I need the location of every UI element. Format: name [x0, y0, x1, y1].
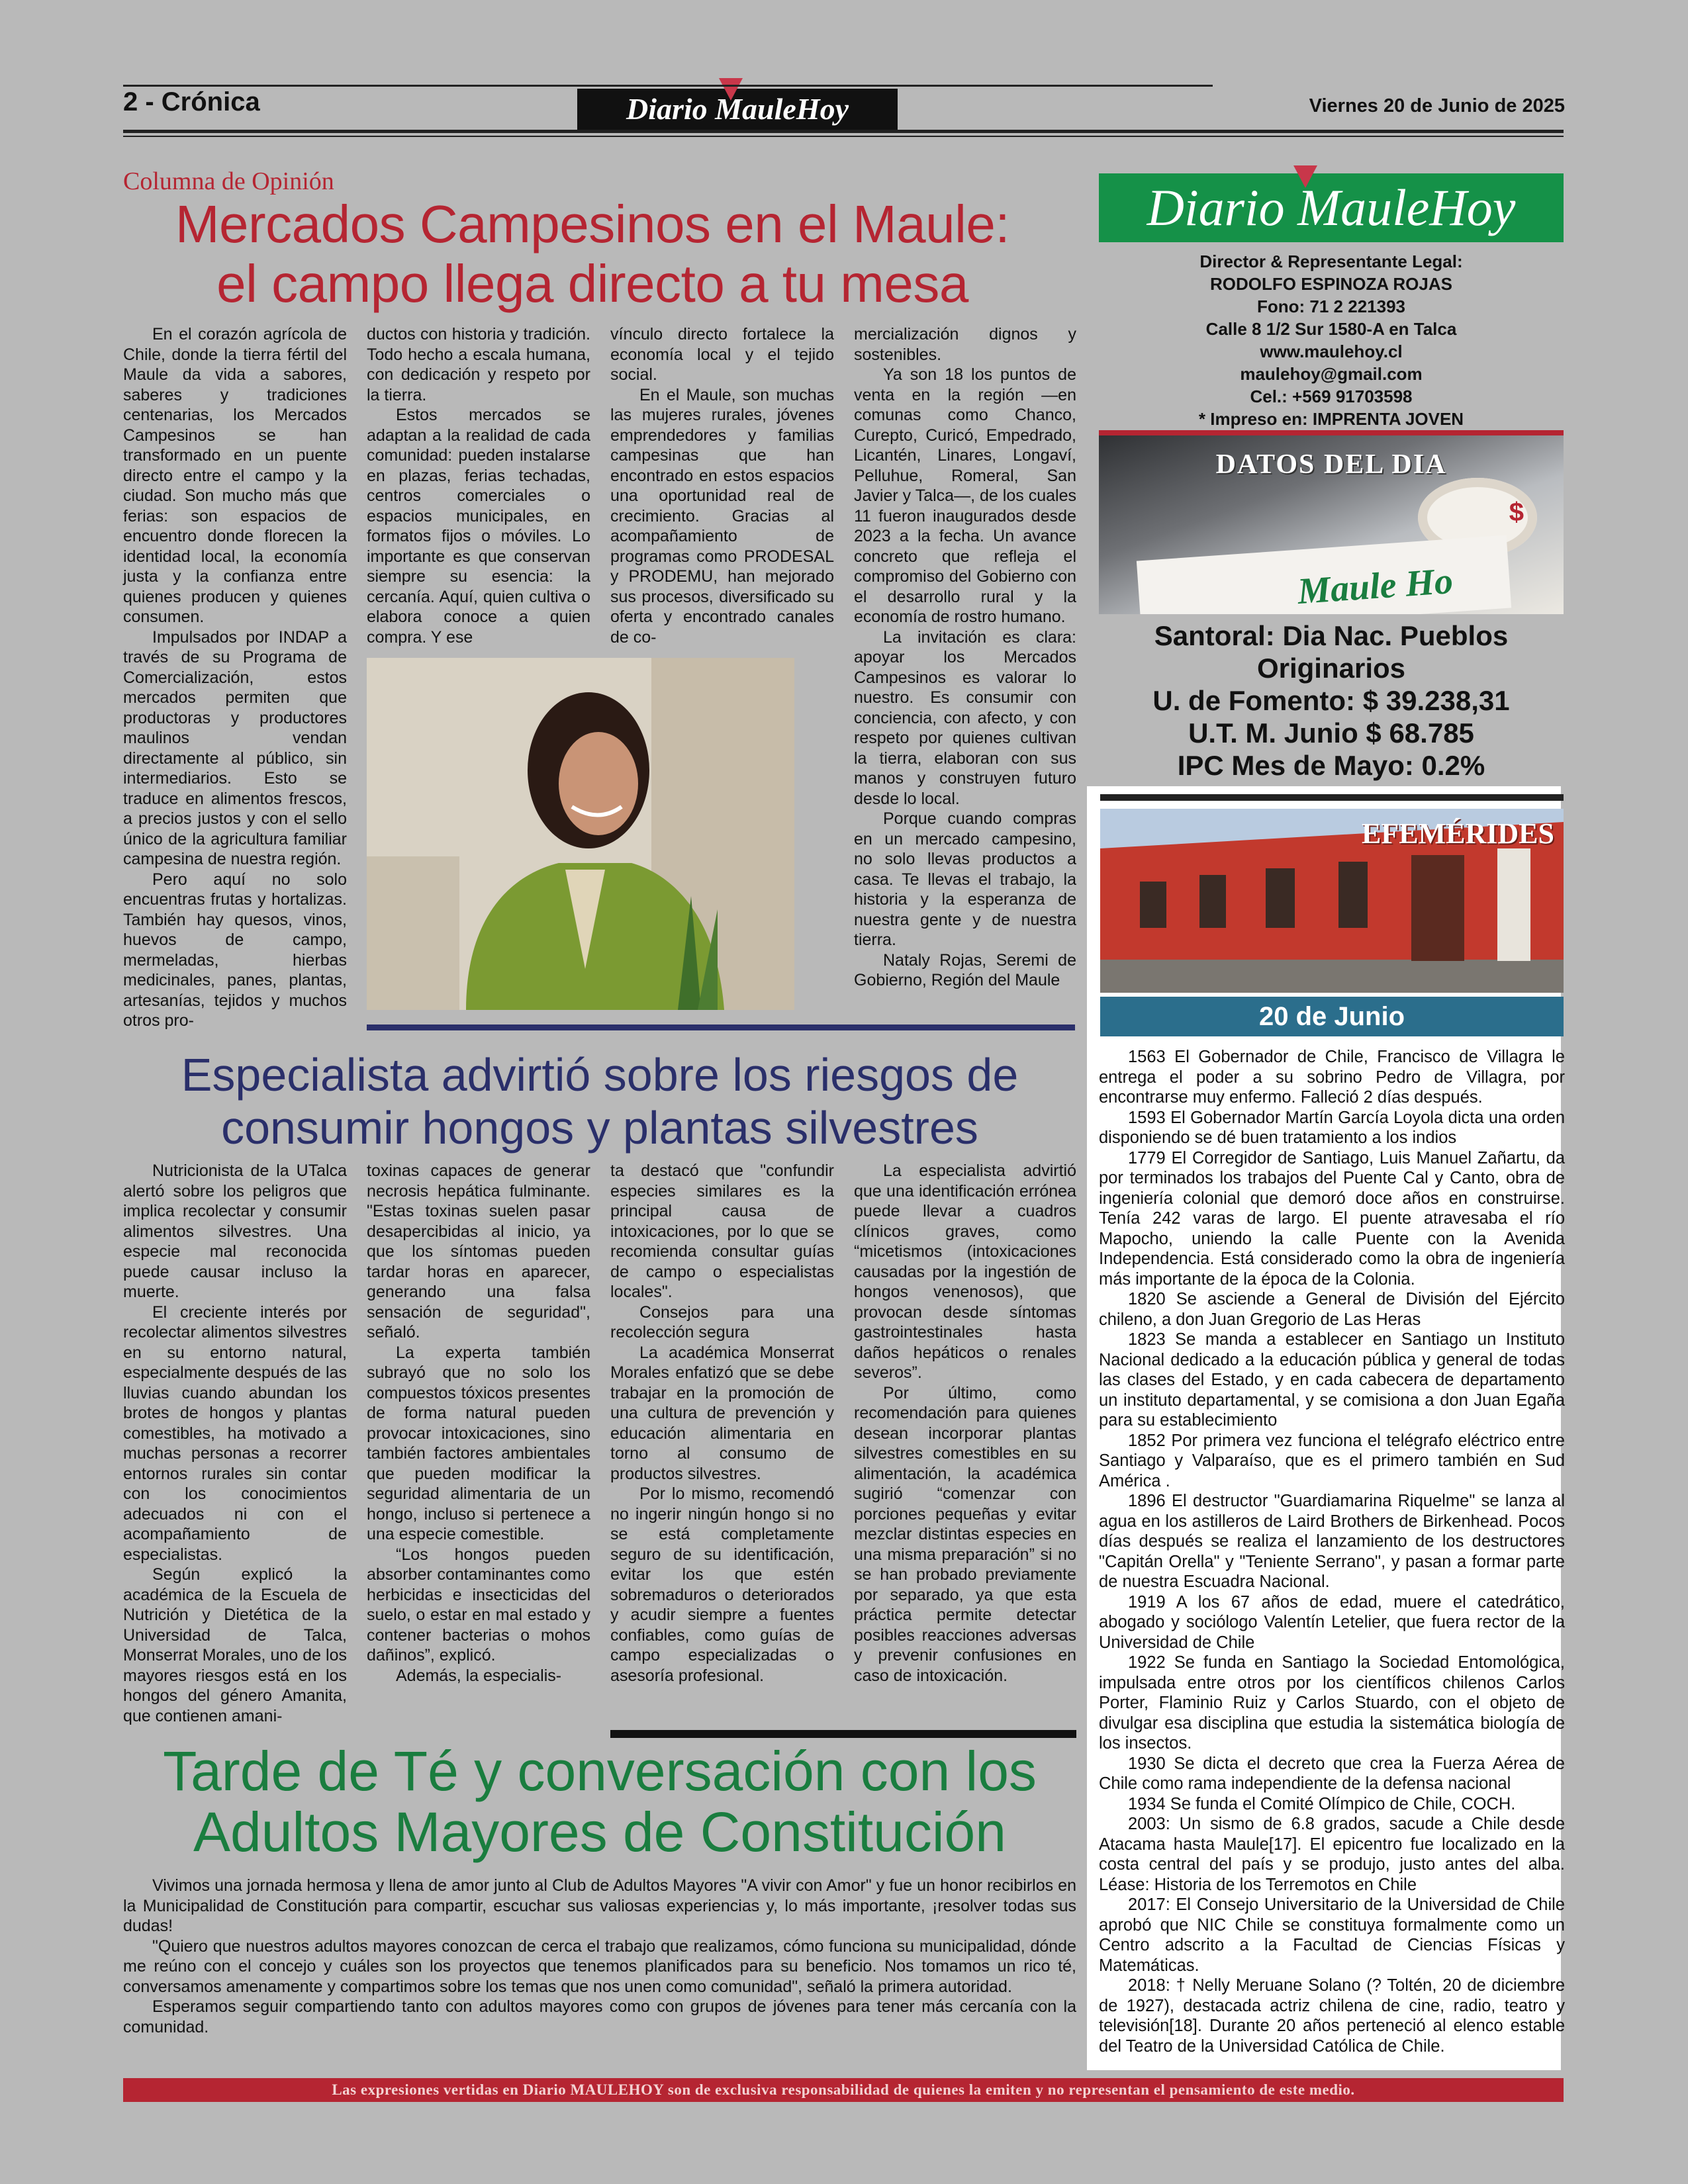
paragraph: La académica Monserrat Morales enfatizó que se debe trabajar en la promoción de una cultura de prevención y educación alimentaria en torno al consumo de productos silvestres.	[610, 1343, 834, 1483]
woman-portrait-image	[367, 658, 794, 1010]
article2-title	[123, 1048, 1076, 1154]
article1-column-4	[854, 324, 1076, 991]
efemerides-image	[1100, 809, 1564, 993]
subheading: Consejos para una recolección segura	[610, 1302, 834, 1342]
paragraph: La especialista advirtió que una identificación errónea puede llevar a cuadros clínicos graves, como “micetismos (intoxicaciones causadas por la ingestión de hongos venenosos), que provocan desde síntomas gastrointestinales hasta daños hepáticos o renales severos”.	[854, 1161, 1076, 1382]
list-item: 2018: † Nelly Meruane Solano (? Toltén, 20 de diciembre de 1927), destacada actriz chilena de cine, radio, teatro y televisión[18]. Durante 20 años perteneció al elenco estable del Teatro de la Universidad Católica de Chile.	[1099, 1976, 1565, 2056]
email-link[interactable]: maulehoy@gmail.com	[1240, 364, 1423, 384]
list-item: 1823 Se manda a establecer en Santiago un Instituto Nacional dedicado a la educación pública y general de todas las clases del Estado, y en cada cabecera de departamento un instituto departamental, y se comisiona a don Juan Egaña para su establecimiento	[1099, 1330, 1565, 1430]
list-item: 1779 El Corregidor de Santiago, Luis Manuel Zañartu, da por terminados los trabajos del Puente Cal y Canto, obra de ingeniería colonial que demoró doce años en construirse. Tenía 242 varas de largo. El puente atravesaba el río Mapocho, uniendo la calle Puente con la Avenida Independencia. Está considerado como la obra de ingeniería más importante de la época de la Colonia.	[1099, 1148, 1565, 1289]
paragraph: Nutricionista de la UTalca alertó sobre los peligros que implica recolectar y consumir alimentos silvestres. Una especie mal reconocida puede causar incluso la muerte.	[123, 1161, 347, 1301]
paragraph: La experta también subrayó que no solo los compuestos tóxicos presentes de forma natural pueden provocar intoxicaciones, sino también factores ambientales que pueden modificar la seguridad alimentaria de un hongo, incluso si pertenece a una especie comestible.	[367, 1343, 590, 1543]
paragraph: ta destacó que "confundir especies similares es la principal causa de intoxicaciones, por lo que se recomienda consultar guías de campo o especialistas locales".	[610, 1161, 834, 1301]
header-top-rule	[123, 85, 1213, 87]
paragraph: Ya son 18 los puntos de venta en la región —en comunas como Chanco, Curepto, Curicó, Empedrado, Licantén, Linares, Longaví, Pelluhue, Romeral, San Javier y Talca—, de los cuales 11 fueron inaugurados desde 2023 a la fecha. Un avance concreto que refleja el compromiso del Gobierno con el desarrollo rural y la economía de rostro humano.	[854, 365, 1076, 626]
article1-photo	[367, 658, 794, 1010]
paragraph: Estos mercados se adaptan a la realidad de cada comunidad: pueden instalarse en plazas, ferias techadas, centros comerciales o espacios municipales, en formatos fijos o móviles. Lo importante es que conservan siempre su esencia: la cercanía. Aquí, quien cultiva o elabora conoce a quien compra. Y ese	[367, 406, 590, 647]
paragraph: Además, la especialis-	[396, 1666, 562, 1685]
director-name: RODOLFO ESPINOZA ROJAS	[1210, 274, 1452, 294]
issue-date: Viernes 20 de Junio de 2025	[1309, 95, 1565, 116]
printer: * Impreso en: IMPRENTA JOVEN	[1198, 409, 1464, 429]
masthead-logo: Diario MauleHoy	[1099, 173, 1564, 242]
article2-column-3	[610, 1161, 834, 1686]
header-rule-thin	[123, 136, 1564, 137]
address: Calle 8 1/2 Sur 1580-A en Talca	[1205, 319, 1457, 339]
article3-title-line2: Adultos Mayores de Constitución	[193, 1801, 1006, 1863]
paragraph: toxinas capaces de generar necrosis hepática fulminante. "Estas toxinas suelen pasar desapercibidas al inicio, ya que los síntomas pueden tardar horas en aparecer, generando una falsa sensación de seguridad", señaló.	[367, 1161, 590, 1342]
paragraph: Pero aquí no solo encuentras frutas y hortalizas. También hay quesos, vinos, huevos de campo, mermeladas, hierbas medicinales, panes, plantas, artesanías, tejidos y muchos otros pro-	[123, 870, 347, 1030]
efemerides-date: 20 de Junio	[1100, 997, 1564, 1036]
paragraph: “Los hongos pueden absorber contaminantes como herbicidas e insecticidas del suelo, o estar en mal estado y contener bacterias o mohos dañinos”, explicó.	[367, 1545, 590, 1664]
paragraph: vínculo directo fortalece la economía local y el tejido social.	[610, 325, 834, 384]
article1-title-line1: Mercados Campesinos en el Maule:	[175, 195, 1010, 253]
header-logo: Diario MauleHoy	[577, 89, 898, 130]
paragraph: En el Maule, son muchas las mujeres rurales, jóvenes emprendedores y familias campesinas que han encontrado en estos espacios una oportunidad real de crecimiento. Gracias al acompañamiento de programas como PRODESAL y PRODEMU, han mejorado sus procesos, diversificado su oferta y encontrado canales de co-	[610, 385, 834, 647]
list-item: 1593 El Gobernador Martín García Loyola dicta una orden disponiendo se dé buen tratamiento a los indios	[1099, 1108, 1565, 1147]
article1-title-line2: el campo llega directo a tu mesa	[216, 254, 968, 313]
logo-accent-icon	[1293, 165, 1317, 188]
article1-column-1	[123, 324, 347, 1031]
paragraph: "Quiero que nuestros adultos mayores conozcan de cerca el trabajo que realizamos, cómo funciona su municipalidad, dónde me reúno con el concejo y cuáles son los proyectos que tenemos planificados para su beneficio. Nos tomamos un rico té, conversamos amenamente y compartimos sobre los temas que nos unen como comunidad", señaló la primera autoridad.	[123, 1936, 1076, 1996]
article3-title	[123, 1741, 1076, 1862]
logo-accent-icon	[719, 78, 743, 101]
list-item: 1852 Por primera vez funciona el telégrafo eléctrico entre Santiago y Valparaíso, que es el primero también en Sud América .	[1099, 1431, 1565, 1490]
efemerides-top-rule	[1100, 794, 1564, 801]
paragraph: El creciente interés por recolectar alimentos silvestres en su entorno natural, especialmente después de las lluvias cuando abundan los brotes de hongos y plantas comestibles, ha motivado a muchas personas a recorrer entornos rurales sin contar con los conocimientos adecuados ni con el acompañamiento de especialistas.	[123, 1302, 347, 1564]
header-rule	[123, 130, 1564, 133]
paragraph: Vivimos una jornada hermosa y llena de amor junto al Club de Adultos Mayores "A vivir con Amor" y fue un honor recibirlos en la Municipalidad de Constitución para compartir, escuchar sus valiosas experiencias y, lo más importante, ¡resolver todas sus dudas!	[123, 1876, 1076, 1935]
section-label: Columna de Opinión	[123, 167, 334, 195]
utm-value: U.T. M. Junio $ 68.785	[1188, 717, 1474, 749]
list-item: 2003: Un sismo de 6.8 grados, sacude a Chile desde Atacama hasta Maule[17]. El epicentro fue localizado en la costa central del país y se produjo, justo antes del alba. Léase: Historia de los Terremotos en Chile	[1099, 1815, 1565, 1894]
masthead-contact	[1099, 250, 1564, 430]
ipc-value: IPC Mes de Mayo: 0.2%	[1177, 750, 1485, 781]
paragraph: Impulsados por INDAP a través de su Programa de Comercialización, estos mercados permiten que productoras y productores maulinos vendan directamente al público, sin intermediarios. Esto se traduce en alimentos frescos, a precios justos y con el sello único de la agricultura familiar campesina de nuestra región.	[123, 627, 347, 868]
footer-disclaimer: Las expresiones vertidas en Diario MAULEHOY son de exclusiva responsabilidad de quienes la emiten y no representan el pensamiento de este medio.	[123, 2078, 1564, 2102]
paragraph: La invitación es clara: apoyar los Mercados Campesinos es valorar lo nuestro. Es consumir con conciencia, con afecto, y con respeto por quienes cultivan la tierra, elaboran con sus manos y construyen futuro desde lo local.	[854, 627, 1076, 808]
list-item: 1563 El Gobernador de Chile, Francisco de Villagra le entrega el poder a su sobrino Pedro de Villagra, por encontrarse muy enfermo. Falleció 2 días después.	[1099, 1048, 1565, 1107]
list-item: 2017: El Consejo Universitario de la Universidad de Chile aprobó que NIC Chile se constituya formalmente como un Centro adscrito a la Facultad de Ciencias Físicas y Matemáticas.	[1099, 1895, 1565, 1975]
article3-title-line1: Tarde de Té y conversación con los	[163, 1740, 1037, 1802]
article2-column-2	[367, 1161, 590, 1686]
article1-column-2	[367, 324, 590, 647]
datos-banner-title: DATOS DEL DIA	[1215, 449, 1447, 480]
article3-body	[123, 1876, 1076, 2037]
website-link[interactable]: www.maulehoy.cl	[1260, 341, 1403, 361]
section-divider	[367, 1024, 1075, 1030]
paragraph: Esperamos seguir compartiendo tanto con adultos mayores como con grupos de jóvenes para tener más cercanía con la comunidad.	[123, 1997, 1076, 2036]
list-item: 1919 A los 67 años de edad, muere el catedrático, abogado y sociólogo Valentín Letelier, que fuera rector de la Universidad de Chile	[1099, 1592, 1565, 1652]
newspaper-logo-image: Maule Ho	[1296, 560, 1454, 613]
daily-indicators	[1099, 619, 1564, 782]
paragraph: Según explicó la académica de la Escuela de Nutrición y Dietética de la Universidad de Talca, Monserrat Morales, uno de los mayores riesgos está en los hongos del género Amanita, que contienen amani-	[123, 1565, 347, 1725]
phone: Fono: 71 2 221393	[1257, 296, 1405, 316]
paragraph: En el corazón agrícola de Chile, donde la tierra fértil del Maule da vida a sabores, saberes y tradiciones centenarias, los Mercados Campesinos se han transformado en un puente directo entre el campo y la ciudad. Son mucho más que ferias: son espacios de encuentro donde florecen la identidad local, la economía justa y la confianza entre quienes producen y quienes consumen.	[123, 325, 347, 626]
article2-title-line1: Especialista advirtió sobre los riesgos de	[181, 1049, 1019, 1101]
datos-del-dia-banner	[1099, 435, 1564, 614]
article1-title	[99, 195, 1086, 314]
santoral: Santoral: Dia Nac. Pueblos Originarios	[1154, 620, 1509, 684]
cellphone: Cel.: +569 91703598	[1250, 387, 1413, 406]
paragraph: mercialización dignos y sostenibles.	[854, 325, 1076, 364]
section-divider	[610, 1730, 1076, 1738]
paragraph: Por lo mismo, recomendó no ingerir ningún hongo si no se está completamente seguro de su identificación, evitar los que estén sobremaduros o deteriorados y acudir siempre a fuentes confiables, como guías de campo especializadas o asesoría profesional.	[610, 1484, 834, 1685]
list-item: 1934 Se funda el Comité Olímpico de Chile, COCH.	[1128, 1794, 1516, 1813]
list-item: 1930 Se dicta el decreto que crea la Fuerza Aérea de Chile como rama independiente de la defensa nacional	[1099, 1754, 1565, 1793]
efemerides-title: EFEMÉRIDES	[1362, 817, 1554, 850]
uf-value: U. de Fomento: $ 39.238,31	[1152, 685, 1510, 716]
article2-column-4	[854, 1161, 1076, 1686]
article2-column-1	[123, 1161, 347, 1726]
dollar-icon: $	[1509, 498, 1524, 527]
director-label: Director & Representante Legal:	[1199, 251, 1463, 271]
efemerides-list	[1099, 1047, 1565, 2056]
paragraph: ductos con historia y tradición. Todo hecho a escala humana, con dedicación y respeto por la tierra.	[367, 325, 590, 404]
article2-title-line2: consumir hongos y plantas silvestres	[221, 1102, 978, 1154]
page-section-number: 2 - Crónica	[123, 87, 260, 116]
list-item: 1820 Se asciende a General de División del Ejército chileno, a don Juan Gregorio de Las Heras	[1099, 1290, 1565, 1329]
paragraph: Porque cuando compras en un mercado campesino, no solo llevas productos a casa. Te llevas el trabajo, la historia y la esperanza de nuestra gente y de nuestra tierra.	[854, 809, 1076, 949]
list-item: 1922 Se funda en Santiago la Sociedad Entomológica, impulsada entre otros por los científicos chilenos Carlos Porter, Flaminio Ruiz y Carlos Stuardo, con el objeto de divulgar esa disciplina que estudia la sistemática biología de los insectos.	[1099, 1653, 1565, 1752]
article1-column-3	[610, 324, 834, 647]
list-item: 1896 El destructor "Guardiamarina Riquelme" se lanza al agua en los astilleros de Laird Brothers de Birkenhead. Pocos días después se realiza el lanzamiento de los destructores "Capitán Orella" y "Teniente Serrano", y pasan a formar parte de nuestra Escuadra Nacional.	[1099, 1492, 1565, 1591]
paragraph: Por último, como recomendación para quienes desean incorporar plantas silvestres comestibles en su alimentación, la académica sugirió “comenzar con porciones pequeñas y evitar mezclar distintas especies en una misma preparación” si no se han probado previamente por separado, ya que esta práctica permite detectar posibles reacciones adversas y prevenir confusiones en caso de intoxicación.	[854, 1383, 1076, 1685]
author-signature: Nataly Rojas, Seremi de Gobierno, Región del Maule	[854, 950, 1076, 989]
